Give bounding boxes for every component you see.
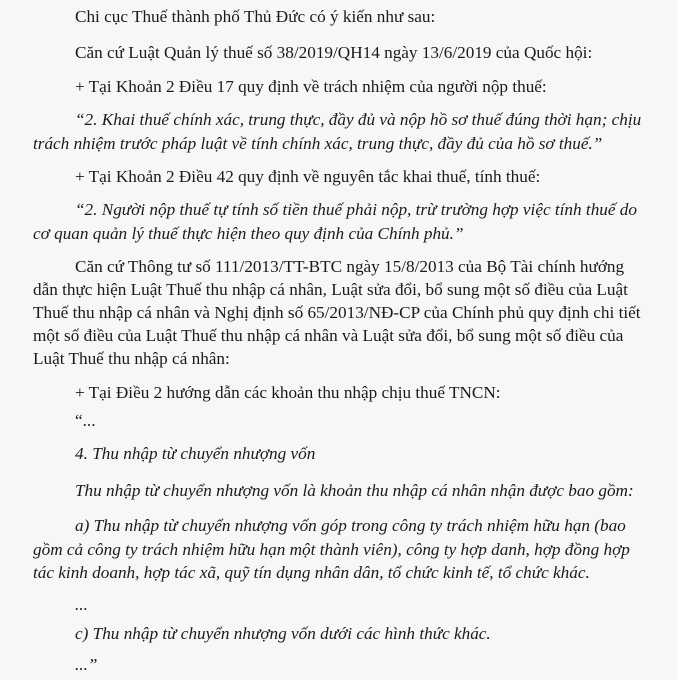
quote-clause-17-line-2: trách nhiệm trước pháp luật về tính chính xác, trung thực, đầy đủ của hồ sơ thuế.” xyxy=(33,134,603,153)
quote-close-ellipsis: ...” xyxy=(75,655,98,674)
paragraph-circular-line-3: Thuế thu nhập cá nhân và Nghị định số 65/2013/NĐ-CP của Chính phủ quy định chi tiết xyxy=(33,303,641,322)
paragraph-circular-line-1: Căn cứ Thông tư số 111/2013/TT-BTC ngày 15/8/2013 của Bộ Tài chính hướng xyxy=(75,257,625,276)
quote-clause-42-line-1: “2. Người nộp thuế tự tính số tiền thuế phải nộp, trừ trường hợp việc tính thuế do xyxy=(75,200,637,219)
item-a-line-2: gồm cả công ty trách nhiệm hữu hạn một thành viên), công ty hợp danh, hợp đồng hợp xyxy=(33,540,630,559)
paragraph-circular-line-5: Luật Thuế thu nhập cá nhân: xyxy=(33,349,230,368)
quote-clause-17-line-1: “2. Khai thuế chính xác, trung thực, đầy đủ và nộp hồ sơ thuế đúng thời hạn; chịu xyxy=(75,110,642,129)
paragraph-circular-line-2: dẫn thực hiện Luật Thuế thu nhập cá nhân, Luật sửa đổi, bổ sung một số điều của Luật xyxy=(33,280,628,299)
item-a-line-3: tác kinh doanh, hợp tác xã, quỹ tín dụng nhân dân, tổ chức kinh tế, tổ chức khác. xyxy=(33,563,590,582)
paragraph-clause-17: + Tại Khoản 2 Điều 17 quy định về trách nhiệm của người nộp thuế: xyxy=(75,77,547,96)
item-a-line-1: a) Thu nhập từ chuyển nhượng vốn góp trong công ty trách nhiệm hữu hạn (bao xyxy=(75,516,626,535)
item-c: c) Thu nhập từ chuyển nhượng vốn dưới các hình thức khác. xyxy=(75,624,491,643)
paragraph-capital-definition: Thu nhập từ chuyển nhượng vốn là khoản thu nhập cá nhân nhận được bao gồm: xyxy=(75,481,634,500)
paragraph-article-2: + Tại Điều 2 hướng dẫn các khoản thu nhập chịu thuế TNCN: xyxy=(75,383,501,402)
quote-clause-42-line-2: cơ quan quản lý thuế thực hiện theo quy định của Chính phủ.” xyxy=(33,224,464,243)
paragraph-clause-42: + Tại Khoản 2 Điều 42 quy định về nguyên tắc khai thuế, tính thuế: xyxy=(75,167,541,186)
ellipsis-middle: ... xyxy=(75,595,88,614)
paragraph-legal-basis-1: Căn cứ Luật Quản lý thuế số 38/2019/QH14 ngày 13/6/2019 của Quốc hội: xyxy=(75,43,593,62)
quote-open-ellipsis: “... xyxy=(75,411,96,430)
heading-capital-transfer: 4. Thu nhập từ chuyển nhượng vốn xyxy=(75,444,316,463)
paragraph-intro: Chi cục Thuế thành phố Thủ Đức có ý kiến như sau: xyxy=(75,7,436,26)
paragraph-circular-line-4: một số điều của Luật Thuế thu nhập cá nhân và Luật sửa đổi, bổ sung một số điều của xyxy=(33,326,624,345)
